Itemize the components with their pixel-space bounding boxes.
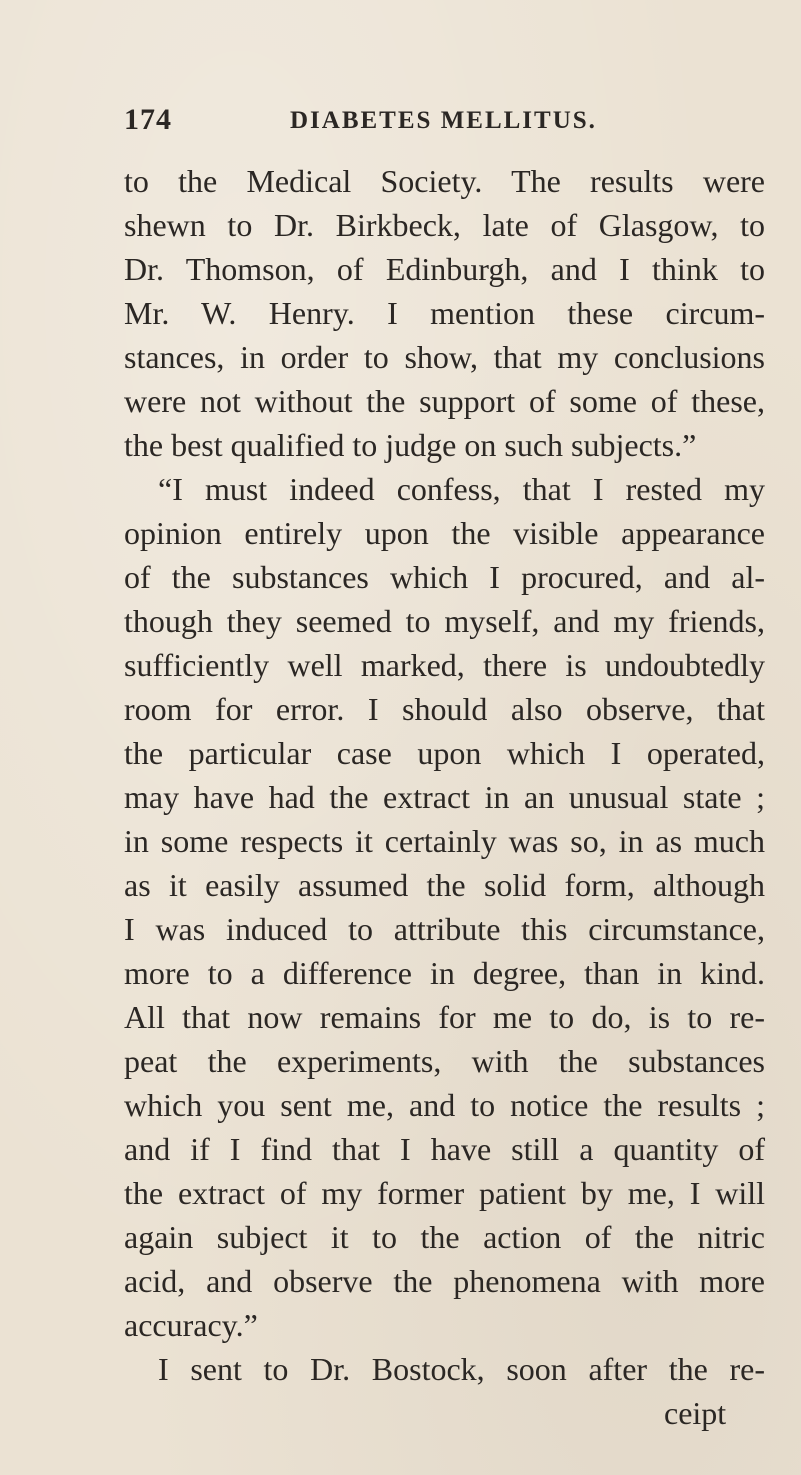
text-line: I sent to Dr. Bostock, soon after the re- — [158, 1351, 765, 1387]
text-line: sufficiently well marked, there is undoubtedly — [124, 647, 765, 683]
catchword: ceipt — [664, 1395, 727, 1431]
text-line: stances, in order to show, that my conclusions — [124, 339, 765, 375]
text-line: acid, and observe the phenomena with more — [124, 1263, 765, 1299]
page-number: 174 — [124, 103, 172, 136]
text-line: to the Medical Society. The results were — [124, 163, 765, 199]
text-line: the particular case upon which I operated, — [124, 735, 765, 771]
text-line: may have had the extract in an unusual state ; — [124, 779, 765, 815]
text-line: Mr. W. Henry. I mention these circum- — [124, 295, 765, 331]
text-line: which you sent me, and to notice the results ; — [124, 1087, 765, 1123]
text-line: as it easily assumed the solid form, although — [124, 867, 765, 903]
text-line: in some respects it certainly was so, in as much — [124, 823, 765, 859]
text-line: the extract of my former patient by me, I will — [124, 1175, 765, 1211]
text-line: were not without the support of some of these, — [124, 383, 765, 419]
text-line: though they seemed to myself, and my friends, — [124, 603, 765, 639]
text-line: I was induced to attribute this circumstance, — [124, 911, 765, 947]
running-title: DIABETES MELLITUS. — [290, 107, 597, 134]
text-line: of the substances which I procured, and al- — [124, 559, 765, 595]
text-line: again subject it to the action of the nitric — [124, 1219, 765, 1255]
text-line: the best qualified to judge on such subjects.” — [124, 427, 697, 463]
text-line: Dr. Thomson, of Edinburgh, and I think to — [124, 251, 765, 287]
text-line: room for error. I should also observe, that — [124, 691, 765, 727]
text-line: peat the experiments, with the substances — [124, 1043, 765, 1079]
text-line: “I must indeed confess, that I rested my — [158, 471, 765, 507]
text-line: shewn to Dr. Birkbeck, late of Glasgow, to — [124, 207, 765, 243]
text-line: and if I find that I have still a quantity of — [124, 1131, 765, 1167]
text-line: All that now remains for me to do, is to re- — [124, 999, 765, 1035]
text-line: opinion entirely upon the visible appearance — [124, 515, 765, 551]
text-line: more to a difference in degree, than in kind. — [124, 955, 765, 991]
text-line: accuracy.” — [124, 1307, 258, 1343]
